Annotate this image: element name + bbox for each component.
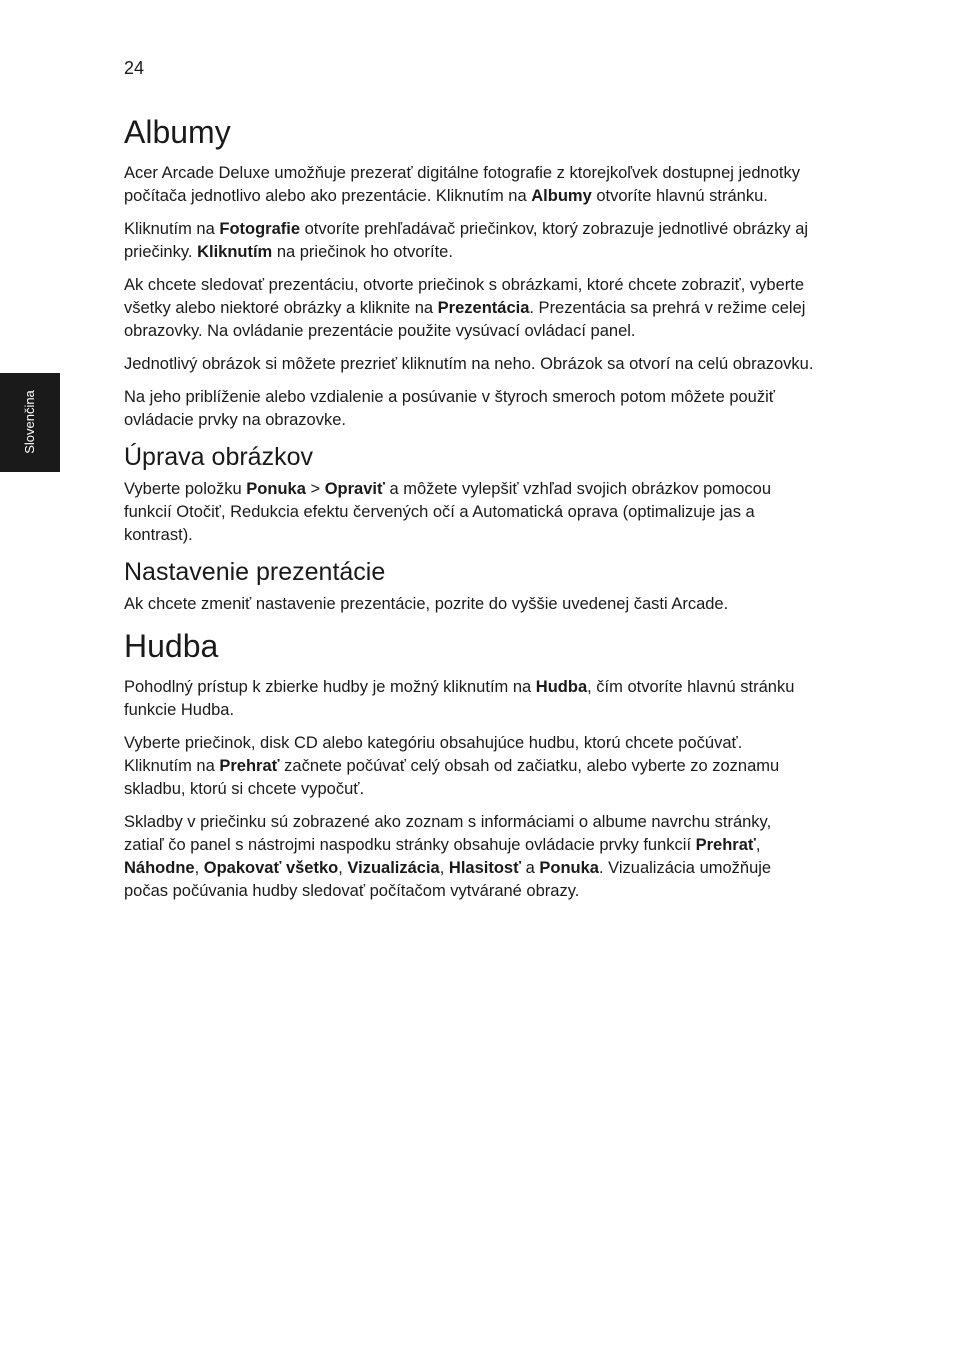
text-run: otvoríte prehľadávač priečinkov, ktorý zobrazuje jednotlivé obrázky aj priečinky. — [124, 220, 809, 261]
separator: , — [194, 859, 204, 877]
bold-term-kliknutim: Kliknutím — [197, 243, 273, 261]
separator: , — [755, 836, 761, 854]
paragraph-prezentacia — [124, 274, 814, 343]
text-run: otvoríte hlavnú stránku. — [591, 187, 768, 205]
paragraph-single-image: Jednotlivý obrázok si môžete prezrieť kliknutím na neho. Obrázok sa otvorí na celú obrazovku. — [124, 355, 814, 373]
bold-term-opravit: Opraviť — [324, 480, 385, 498]
text-run: . Prezentácia sa prehrá v režime celej obrazovky. Na ovládanie prezentácie použite vysúvací ovládací panel. — [124, 299, 806, 340]
text-run: Pohodlný prístup k zbierke hudby je možný kliknutím na — [124, 678, 536, 696]
paragraph-hudba-intro — [124, 676, 814, 722]
page-content — [124, 112, 814, 913]
paragraph-albumy-intro — [124, 162, 814, 208]
side-tab-label: Slovenčina — [22, 390, 37, 454]
text-run: na priečinok ho otvoríte. — [272, 243, 453, 261]
paragraph-zoom: Na jeho priblíženie alebo vzdialenie a posúvanie v štyroch smeroch potom môžete použiť ovládacie prvky na obrazovke. — [124, 388, 775, 429]
text-run: a môžete vylepšiť vzhľad svojich obrázkov pomocou funkcií Otočiť, Redukcia efektu červených očí a Automatická oprava (optimalizuje jas a kontrast). — [124, 480, 772, 544]
paragraph-uprava — [124, 478, 814, 547]
heading-albumy: Albumy — [124, 114, 231, 150]
page-number: 24 — [124, 58, 145, 78]
text-run: . Vizualizácia umožňuje počas počúvania hudby sledovať počítačom vytvárané obrazy. — [124, 859, 772, 900]
heading-uprava-obrazkov: Úprava obrázkov — [124, 443, 313, 471]
paragraph-skladby — [124, 811, 814, 903]
language-side-tab — [0, 373, 60, 472]
bold-term-opakovat-vsetko: Opakovať všetko — [203, 859, 339, 877]
bold-term-nahodne: Náhodne — [124, 859, 195, 877]
separator: , — [439, 859, 449, 877]
text-run: Kliknutím na — [124, 220, 220, 238]
bold-term-ponuka: Ponuka — [539, 859, 599, 877]
bold-term-ponuka: Ponuka — [246, 480, 306, 498]
bold-term-prehrat: Prehrať — [695, 836, 756, 854]
bold-term-vizualizacia: Vizualizácia — [347, 859, 440, 877]
bold-term-fotografie: Fotografie — [219, 220, 301, 238]
heading-hudba: Hudba — [124, 628, 219, 664]
bold-term-hlasitost: Hlasitosť — [448, 859, 522, 877]
text-run: Acer Arcade Deluxe umožňuje prezerať digitálne fotografie z ktorejkoľvek dostupnej jednotky počítača jednotlivo alebo ako prezentácie. Kliknutím na — [124, 164, 800, 205]
separator: a — [521, 859, 540, 877]
text-run: Vyberte priečinok, disk CD alebo kategóriu obsahujúce hudbu, ktorú chcete počúvať. Kliknutím na — [124, 734, 743, 775]
heading-nastavenie-prezentacie: Nastavenie prezentácie — [124, 558, 386, 586]
paragraph-fotografie — [124, 218, 814, 264]
separator: , — [338, 859, 348, 877]
paragraph-prehrat — [124, 732, 814, 801]
text-run: Skladby v priečinku sú zobrazené ako zoznam s informáciami o albume navrchu stránky, zatiaľ čo panel s nástrojmi naspodku stránky obsahuje ovládacie prvky funkcií — [124, 813, 772, 854]
paragraph-nastavenie: Ak chcete zmeniť nastavenie prezentácie, pozrite do vyššie uvedenej časti Arcade. — [124, 595, 729, 613]
bold-term-prezentacia: Prezentácia — [437, 299, 530, 317]
bold-term-albumy: Albumy — [531, 187, 592, 205]
bold-term-hudba: Hudba — [535, 678, 588, 696]
text-run: Ak chcete sledovať prezentáciu, otvorte priečinok s obrázkami, ktoré chcete zobraziť, vyberte všetky alebo niektoré obrázky a kliknite na — [124, 276, 805, 317]
bold-term-prehrat: Prehrať — [219, 757, 280, 775]
text-run: Vyberte položku — [124, 480, 247, 498]
text-run: , čím otvoríte hlavnú stránku funkcie Hudba. — [124, 678, 795, 719]
text-run: > — [305, 480, 325, 498]
text-run: začnete počúvať celý obsah od začiatku, alebo vyberte zo zoznamu skladbu, ktorú si chcete vypočuť. — [124, 757, 780, 798]
